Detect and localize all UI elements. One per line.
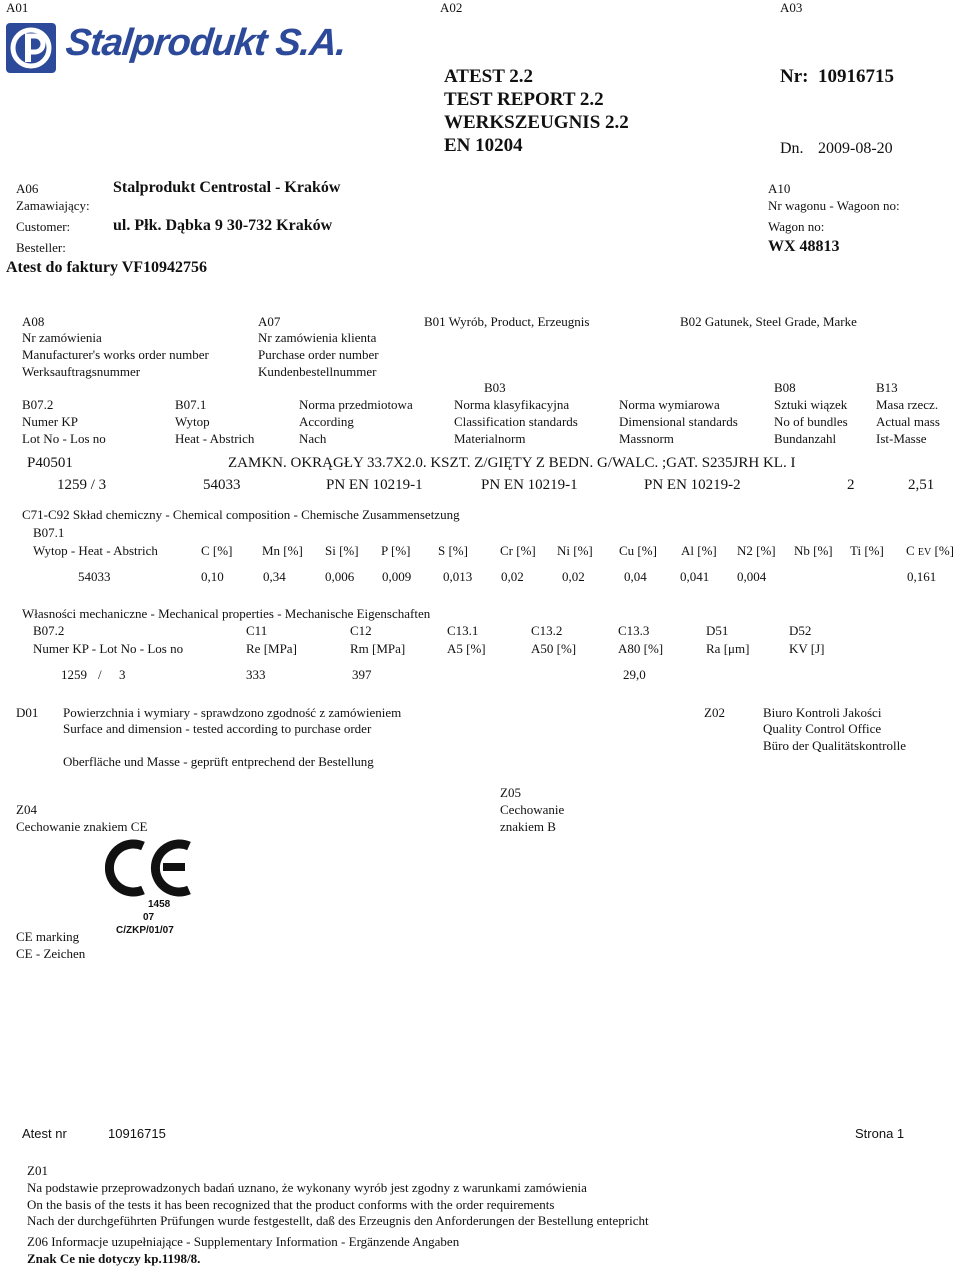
footer-atest-number: 10916715: [108, 1126, 166, 1141]
chem-header-nb: Nb [%]: [794, 543, 833, 558]
inspection-line-1: Powierzchnia i wymiary - sprawdzono zgodność z zamówieniem: [63, 705, 402, 720]
lot-header-1: B07.2: [22, 397, 54, 412]
classification-header-2: Classification standards: [454, 414, 578, 429]
inspection-line-2: Surface and dimension - tested according to purchase order: [63, 721, 372, 736]
ce-mark-icon: [105, 838, 195, 902]
ce-certificate: C/ZKP/01/07: [116, 925, 174, 936]
chem-header-cu: Cu [%]: [619, 543, 657, 558]
chem-header-ni: Ni [%]: [557, 543, 593, 558]
z02-code: Z02: [704, 705, 725, 720]
conformity-en: On the basis of the tests it has been recognized that the product conforms with the order requirements: [27, 1197, 555, 1212]
chem-header-ti: Ti [%]: [850, 543, 884, 558]
according-header-2: According: [299, 414, 354, 429]
chem-header-si: Si [%]: [325, 543, 359, 558]
a06-code: A06: [16, 181, 39, 196]
a07-code: A07: [258, 314, 281, 329]
mech-code-d51: D51: [706, 623, 729, 638]
product-code: P40501: [27, 455, 73, 471]
mech-code-c12: C12: [350, 623, 372, 638]
title-line-1: ATEST 2.2: [444, 66, 534, 87]
ce-year: 07: [143, 912, 155, 923]
chem-header-cev: [906, 543, 954, 560]
heat-header-1: B07.1: [175, 397, 207, 412]
mass-header-2: Actual mass: [876, 414, 940, 429]
inspection-line-3: Oberfläche und Masse - geprüft entprechend der Bestellung: [63, 754, 374, 769]
wagon-label-2: Wagon no:: [768, 219, 825, 234]
order-label-de: Werksauftragsnummer: [22, 364, 141, 379]
chem-header-cr: Cr [%]: [500, 543, 536, 558]
conformity-pl: Na podstawie przeprowadzonych badań uznano, że wykonany wyrób jest zgodny z warunkami zamówienia: [27, 1180, 587, 1195]
mech-header-re: Re [MPa]: [246, 641, 297, 656]
z05-code: Z05: [500, 785, 521, 800]
chem-heat: 54033: [78, 569, 111, 584]
column-a02: A02: [440, 0, 463, 15]
dimensional-header-1: Norma wymiarowa: [619, 397, 720, 412]
customer-address: ul. Płk. Dąbka 9 30-732 Kraków: [113, 217, 333, 234]
customer-label-de: Besteller:: [16, 240, 66, 255]
mech-lot-sep: /: [98, 667, 102, 682]
b02-grade-label: B02 Gatunek, Steel Grade, Marke: [680, 314, 857, 329]
mech-header-a5: A5 [%]: [447, 641, 486, 656]
chem-header-al: Al [%]: [681, 543, 717, 558]
bundles-header-3: Bundanzahl: [774, 431, 837, 446]
mech-code-d52: D52: [789, 623, 812, 638]
footer-atest-label: Atest nr: [22, 1126, 67, 1141]
mass-header-1: Masa rzecz.: [876, 397, 939, 412]
chem-value-s: 0,013: [443, 569, 473, 584]
according-header-1: Norma przedmiotowa: [299, 397, 413, 412]
order-label-en: Manufacturer's works order number: [22, 347, 209, 362]
ce-marking-de: CE - Zeichen: [16, 946, 86, 961]
date-label: Dn.: [780, 140, 804, 157]
a10-code: A10: [768, 181, 791, 196]
report-date: 2009-08-20: [818, 140, 893, 157]
mech-code-c132: C13.2: [531, 623, 563, 638]
product-heat: 54033: [203, 477, 241, 493]
d01-code: D01: [16, 705, 39, 720]
mech-value-a80: 29,0: [623, 667, 646, 682]
product-classification: PN EN 10219-1: [481, 477, 578, 493]
according-header-3: Nach: [299, 431, 327, 446]
dimensional-header-3: Massnorm: [619, 431, 674, 446]
mech-code-c133: C13.3: [618, 623, 650, 638]
mechanical-b072: B07.2: [33, 623, 65, 638]
client-order-pl: Nr zamówienia klienta: [258, 330, 377, 345]
conformity-de: Nach der durchgeführten Prüfungen wurde festgestellt, daß des Erzeugnis den Anforderungen der Bestellung entepricht: [27, 1213, 649, 1228]
a08-code: A08: [22, 314, 45, 329]
classification-header-3: Materialnorm: [454, 431, 526, 446]
qc-office-en: Quality Control Office: [763, 721, 882, 736]
mech-value-rm: 397: [352, 667, 372, 682]
chem-value-mn: 0,34: [263, 569, 286, 584]
lot-header-3: Lot No - Los no: [22, 431, 106, 446]
heat-header-2: Wytop: [175, 414, 210, 429]
b03-code: B03: [484, 380, 506, 395]
chem-value-p: 0,009: [382, 569, 412, 584]
mech-header-a80: A80 [%]: [618, 641, 664, 656]
supplementary-info-label: Z06 Informacje uzupełniające - Supplementary Information - Ergänzende Angaben: [27, 1234, 460, 1249]
product-bundles: 2: [847, 477, 855, 493]
qc-office-pl: Biuro Kontroli Jakości: [763, 705, 882, 720]
z01-code: Z01: [27, 1163, 48, 1178]
wagon-number: WX 48813: [768, 238, 840, 255]
product-description: ZAMKN. OKRĄGŁY 33.7X2.0. KSZT. Z/GIĘTY Z BEDN. G/WALC. ;GAT. S235JRH KL. I: [228, 455, 796, 471]
chemical-row-label: Wytop - Heat - Abstrich: [33, 543, 158, 558]
chem-value-cev: 0,161: [907, 569, 937, 584]
lot-header-2: Numer KP: [22, 414, 78, 429]
chem-value-ni: 0,02: [562, 569, 585, 584]
b01-product-label: B01 Wyrób, Product, Erzeugnis: [424, 314, 590, 329]
product-dimensional: PN EN 10219-2: [644, 477, 741, 493]
classification-header-1: Norma klasyfikacyjna: [454, 397, 570, 412]
heat-header-3: Heat - Abstrich: [175, 431, 255, 446]
mech-code-c131: C13.1: [447, 623, 479, 638]
column-a03: A03: [780, 0, 803, 15]
chem-header-s: S [%]: [438, 543, 468, 558]
invoice-reference: Atest do faktury VF10942756: [6, 259, 208, 276]
report-number: 10916715: [818, 66, 894, 87]
chem-value-cu: 0,04: [624, 569, 647, 584]
mech-header-a50: A50 [%]: [531, 641, 577, 656]
mech-value-re: 333: [246, 667, 266, 682]
product-lot: 1259 / 3: [57, 477, 107, 493]
client-order-en: Purchase order number: [258, 347, 379, 362]
chem-value-cr: 0,02: [501, 569, 524, 584]
ce-marking-en: CE marking: [16, 929, 80, 944]
mass-header-3: Ist-Masse: [876, 431, 927, 446]
chemical-title: C71-C92 Skład chemiczny - Chemical composition - Chemische Zusammensetzung: [22, 507, 460, 522]
chem-header-n2: N2 [%]: [737, 543, 776, 558]
report-number-label: Nr:: [780, 66, 809, 87]
dimensional-header-2: Dimensional standards: [619, 414, 738, 429]
mech-code-c11: C11: [246, 623, 268, 638]
company-logo-text: Stalprodukt S.A.: [63, 22, 348, 64]
customer-company: Stalprodukt Centrostal - Kraków: [113, 179, 341, 196]
title-line-2: TEST REPORT 2.2: [444, 89, 604, 110]
cev-unit: [%]: [934, 543, 955, 558]
mech-header-kv: KV [J]: [789, 641, 825, 656]
mech-row-label: Numer KP - Lot No - Los no: [33, 641, 184, 656]
b-marking-label-1: Cechowanie: [500, 802, 565, 817]
supplementary-note: Znak Ce nie dotyczy kp.1198/8.: [27, 1251, 201, 1266]
company-logo-icon: [5, 22, 57, 74]
chem-header-c: C [%]: [201, 543, 233, 558]
chemical-b071: B07.1: [33, 525, 65, 540]
chem-value-c: 0,10: [201, 569, 224, 584]
product-according: PN EN 10219-1: [326, 477, 423, 493]
wagon-label-1: Nr wagonu - Wagoon no:: [768, 198, 900, 213]
ce-notified-body: 1458: [148, 899, 171, 910]
bundles-header-1: Sztuki wiązek: [774, 397, 848, 412]
b-marking-label-2: znakiem B: [500, 819, 556, 834]
ce-marking-label: Cechowanie znakiem CE: [16, 819, 148, 834]
chem-value-n2: 0,004: [737, 569, 767, 584]
b13-code: B13: [876, 380, 898, 395]
bundles-header-2: No of bundles: [774, 414, 848, 429]
chem-header-p: P [%]: [381, 543, 411, 558]
product-mass: 2,51: [908, 477, 935, 493]
chem-value-si: 0,006: [325, 569, 355, 584]
customer-label-en: Customer:: [16, 219, 71, 234]
title-line-4: EN 10204: [444, 135, 523, 156]
mech-lot-a: 1259: [61, 667, 87, 682]
z04-code: Z04: [16, 802, 37, 817]
cev-subscript: EV: [917, 547, 932, 558]
mech-header-rm: Rm [MPa]: [350, 641, 406, 656]
chem-value-al: 0,041: [680, 569, 710, 584]
title-line-3: WERKSZEUGNIS 2.2: [444, 112, 629, 133]
client-order-de: Kundenbestellnummer: [258, 364, 377, 379]
mechanical-title: Własności mechaniczne - Mechanical properties - Mechanische Eigenschaften: [22, 606, 431, 621]
footer-page: Strona 1: [855, 1126, 905, 1141]
customer-label-pl: Zamawiający:: [16, 198, 90, 213]
chem-header-mn: Mn [%]: [262, 543, 303, 558]
qc-office-de: Büro der Qualitätskontrolle: [763, 738, 906, 753]
b08-code: B08: [774, 380, 796, 395]
mech-lot-b: 3: [119, 667, 126, 682]
cev-c: C: [906, 543, 915, 558]
mech-header-ra: Ra [μm]: [706, 641, 750, 656]
column-a01: A01: [6, 0, 29, 15]
order-label-pl: Nr zamówienia: [22, 330, 102, 345]
